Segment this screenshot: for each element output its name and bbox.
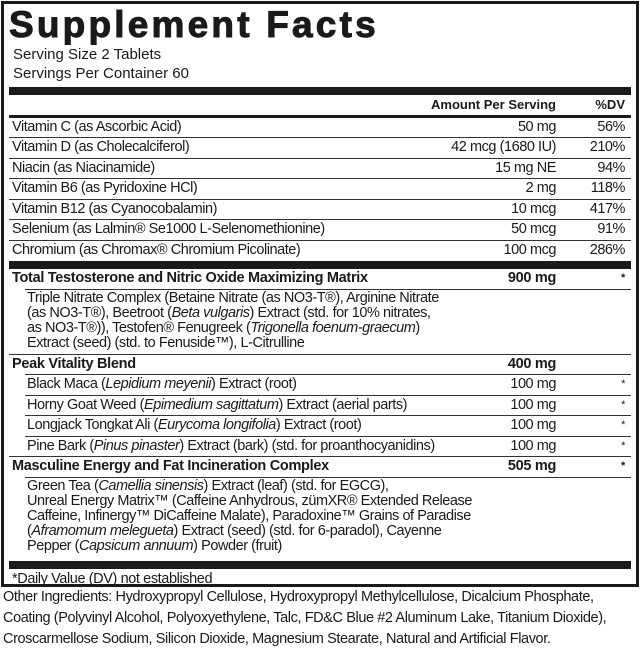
text-segment: ) Extract (bark) (std. for proanthocyanidins)	[179, 437, 435, 454]
ingredient-name: Vitamin C (as Ascorbic Acid)	[12, 118, 182, 135]
ingredient-line	[27, 494, 631, 509]
amount: 100 mg	[510, 376, 556, 392]
amount: 15 mg NE	[495, 159, 556, 176]
daily-value: *	[621, 460, 625, 472]
latin-name: Capsicum annuum	[79, 537, 194, 554]
dv-header: %DV	[595, 97, 625, 112]
sub-ingredient-row	[9, 375, 631, 395]
ingredient-name	[27, 375, 297, 395]
daily-value: 91%	[597, 221, 625, 237]
latin-name: Aframomum melegueta	[31, 522, 174, 539]
daily-value: 210%	[589, 139, 625, 155]
daily-value: *	[621, 439, 625, 452]
text-segment: Green Tea (	[27, 477, 99, 494]
ingredient-name: Peak Vitality Blend	[12, 355, 136, 372]
daily-value: *	[621, 378, 625, 390]
daily-value: 94%	[597, 159, 625, 176]
ingredient-name	[27, 437, 435, 457]
other-ingredients-line: Other Ingredients: Hydroxypropyl Cellulose, Hydroxypropyl Methylcellulose, Dicalcium Phosphate,	[3, 589, 594, 605]
daily-value: 118%	[590, 180, 625, 196]
text-segment: Unreal Energy Matrix™ (Caffeine Anhydrous, zümXR® Extended Release	[27, 492, 472, 509]
daily-value: *	[621, 272, 625, 284]
ingredient-line	[27, 306, 631, 321]
latin-name: Beta vulgaris	[171, 304, 250, 321]
daily-value: *	[621, 398, 625, 411]
text-segment: ) Extract (root)	[211, 376, 297, 392]
amount: 50 mg	[517, 118, 556, 135]
latin-name: Camellia sinensis	[98, 477, 204, 494]
latin-name: Eurycoma longifolia	[157, 417, 276, 433]
blend-row	[9, 269, 631, 289]
text-segment: (as NO3-T®), Beetroot (	[27, 304, 172, 321]
text-segment: ) Extract (aerial parts)	[278, 396, 408, 413]
text-segment: ) Powder (fruit)	[193, 537, 282, 554]
ingredient-line	[27, 539, 631, 554]
text-segment: Pepper (	[27, 537, 80, 554]
latin-name: Pinus pinaster	[93, 437, 180, 454]
latin-name: Trigonella foenum-graecum	[250, 319, 416, 336]
ingredient-line	[27, 479, 631, 494]
nutrient-row	[9, 220, 631, 240]
amount: 100 mg	[510, 417, 556, 433]
nutrient-row	[9, 159, 631, 179]
ingredient-name: Total Testosterone and Nitric Oxide Maximizing Matrix	[12, 270, 368, 286]
text-segment: as NO3-T®)), Testofen® Fenugreek (	[27, 319, 251, 336]
ingredient-name: Chromium (as Chromax® Chromium Picolinate)	[12, 241, 301, 258]
supplement-facts-panel	[1, 1, 639, 587]
divider-thick	[9, 561, 631, 569]
ingredient-name: Vitamin B6 (as Pyridoxine HCl)	[12, 180, 198, 196]
ingredient-name: Vitamin B12 (as Cyanocobalamin)	[12, 200, 218, 217]
ingredient-line	[27, 291, 631, 306]
footnote: *Daily Value (DV) not established	[12, 570, 213, 587]
ingredient-line	[27, 509, 631, 524]
blend-ingredients	[9, 478, 631, 557]
divider-thick	[9, 87, 631, 95]
text-segment: ) Extract (std. for 10% nitrates,	[249, 304, 431, 321]
blend-list	[9, 269, 631, 557]
sub-ingredient-row	[9, 396, 631, 416]
ingredient-name: Niacin (as Niacinamide)	[12, 159, 155, 176]
text-segment: Caffeine, Infinergy™ DiCaffeine Malate), Paradoxine™ Grains of Paradise	[27, 507, 471, 524]
amount: 10 mcg	[511, 200, 556, 217]
blend-row	[9, 457, 631, 477]
amount: 100 mcg	[503, 241, 556, 258]
text-segment: )	[415, 319, 420, 336]
vitamin-list	[9, 118, 631, 261]
ingredient-name: Vitamin D (as Cholecalciferol)	[12, 139, 190, 155]
nutrient-row	[9, 200, 631, 220]
amount: 100 mg	[510, 396, 556, 413]
text-segment: ) Extract (root)	[275, 417, 362, 433]
amount-header: Amount Per Serving	[431, 97, 556, 112]
latin-name: Lepidium meyenii	[105, 376, 212, 392]
other-ingredients	[3, 587, 606, 650]
servings-per-container: Servings Per Container 60	[13, 65, 189, 82]
daily-value: 56%	[597, 118, 625, 135]
ingredient-line	[27, 524, 631, 539]
other-ingredients-line: Croscarmellose Sodium, Silicon Dioxide, Magnesium Stearate, Natural and Artificial Flavor.	[3, 631, 551, 647]
ingredient-name: Selenium (as Lalmin® Se1000 L-Selenomethionine)	[12, 221, 325, 237]
nutrient-row	[9, 138, 631, 158]
nutrient-row	[9, 118, 631, 138]
daily-value: 286%	[589, 241, 625, 258]
ingredient-name	[27, 396, 407, 416]
divider-thick	[9, 261, 631, 269]
text-segment: Pine Bark (	[27, 437, 94, 454]
amount: 42 mcg (1680 IU)	[451, 139, 556, 155]
ingredient-line	[27, 336, 631, 351]
amount: 50 mcg	[511, 221, 556, 237]
nutrient-row	[9, 179, 631, 199]
text-segment: Triple Nitrate Complex (Betaine Nitrate (as NO3-T®), Arginine Nitrate	[27, 289, 439, 306]
text-segment: (	[27, 522, 32, 539]
latin-name: Epimedium sagittatum	[144, 396, 279, 413]
daily-value: 417%	[589, 200, 625, 217]
ingredient-name	[27, 416, 361, 436]
amount: 400 mg	[507, 355, 556, 372]
amount: 505 mg	[507, 458, 556, 474]
blend-row	[9, 355, 631, 375]
amount: 2 mg	[525, 180, 556, 196]
serving-size: Serving Size 2 Tablets	[13, 46, 162, 63]
text-segment: ) Extract (leaf) (std. for EGCG),	[203, 477, 389, 494]
ingredient-name: Masculine Energy and Fat Incineration Complex	[12, 458, 329, 474]
text-segment: ) Extract (seed) (std. for 6-paradol), Cayenne	[173, 522, 442, 539]
other-ingredients-line: Coating (Polyvinyl Alcohol, Polyoxyethylene, Talc, FD&C Blue #2 Aluminum Lake, Titanium Dioxide),	[3, 610, 607, 626]
text-segment: Black Maca (	[27, 376, 106, 392]
text-segment: Horny Goat Weed (	[27, 396, 144, 413]
amount: 100 mg	[510, 437, 556, 454]
blend-ingredients	[9, 290, 631, 354]
panel-title: Supplement Facts	[9, 4, 379, 45]
nutrient-row	[9, 241, 631, 261]
column-header-row	[9, 95, 631, 115]
amount: 900 mg	[507, 270, 556, 286]
sub-ingredient-row	[9, 416, 631, 436]
ingredient-line	[27, 321, 631, 336]
daily-value: *	[621, 419, 625, 431]
sub-ingredient-row	[9, 437, 631, 457]
text-segment: Extract (seed) (std. to Fenuside™), L-Citrulline	[27, 334, 305, 351]
text-segment: Longjack Tongkat Ali (	[27, 417, 158, 433]
